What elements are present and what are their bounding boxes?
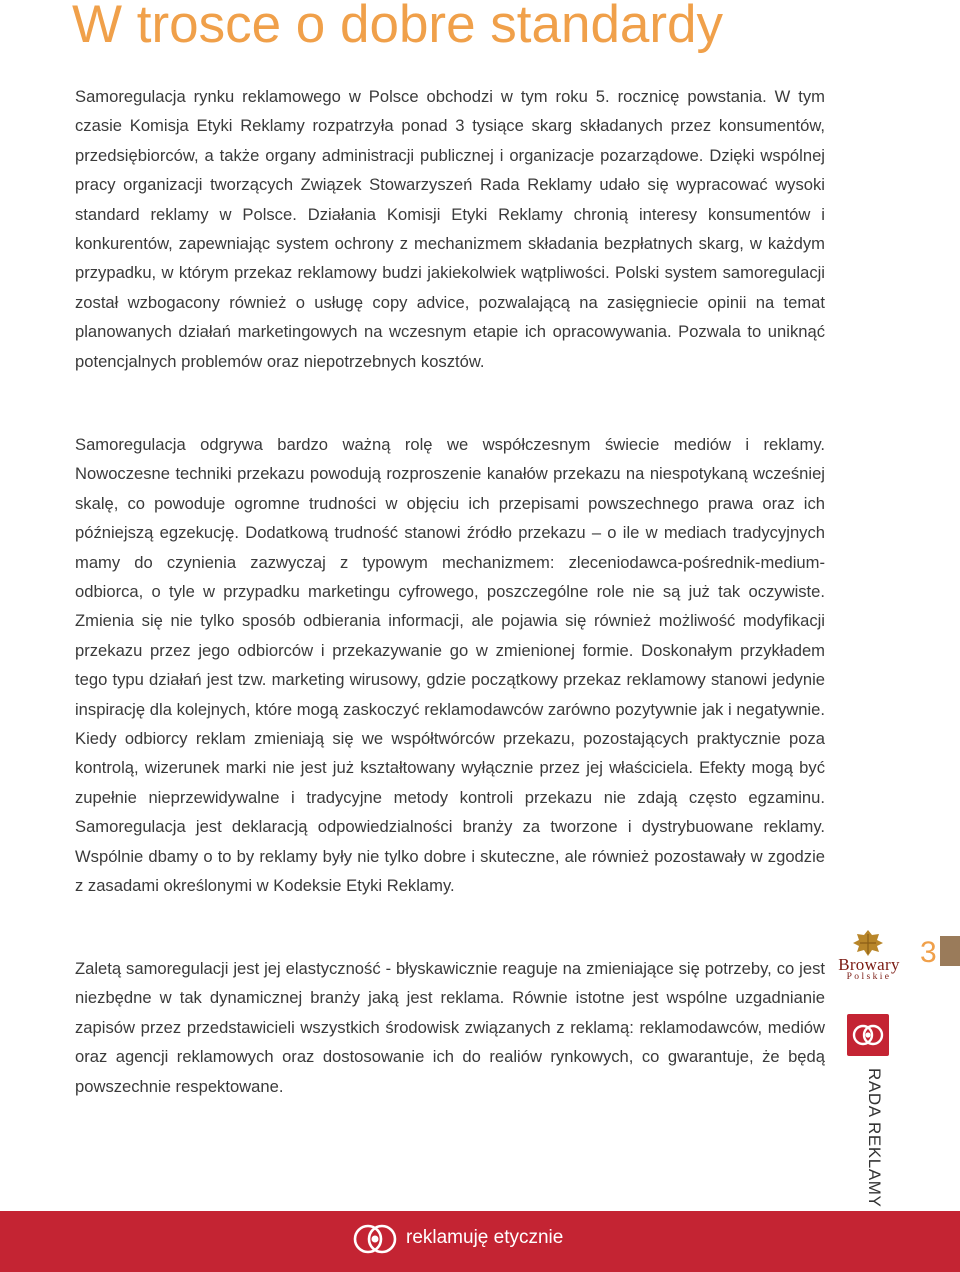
rada-reklamy-icon: [847, 1014, 889, 1056]
page-title: W trosce o dobre standardy: [72, 0, 724, 54]
browary-subtitle: Polskie: [846, 972, 892, 982]
rada-reklamy-label: RADA REKLAMY: [865, 1068, 884, 1208]
rada-reklamy-logo: [847, 1014, 889, 1056]
body-paragraph-2: Samoregulacja odgrywa bardzo ważną rolę we współczesnym świecie mediów i reklamy. Nowoczesne techniki przekazu powodują rozproszenie kanałów przekazu na niespotykaną wcześniej skalę, co powoduje ogromne trudności w objęciu ich przepisami powszechnego prawa oraz ich późniejszą egzekucję. Dodatkową trudność stanowi źródło przekazu – o ile w mediach tradycyjnych mamy do czynienia zazwyczaj z typowym mechanizmem: zleceniodawca-pośrednik-medium-odbiorca, o tyle w przypadku marketingu cyfrowego, poszczególne role nie są już tak oczywiste. Zmienia się nie tylko sposób odbierania informacji, ale pojawia się również możliwość modyfikacji przekazu przez jego odbiorców i przekazywanie go w zmienionej formie. Doskonałym przykładem tego typu działań jest tzw. marketing wirusowy, gdzie początkowy przekaz reklamowy stanowi jedynie inspirację dla kolejnych, które mogą zaskoczyć reklamodawców zarówno pozytywnie jak i negatywnie. Kiedy odbiorcy reklam zmieniają się we współtwórców przekazu, pozostających praktycznie poza kontrolą, wizerunek marki nie jest już kształtowany wyłącznie przez jej właściciela. Efekty mogą być zupełnie nieprzewidywalne i tradycyjne metody kontroli przekazu nie zdają często egzaminu. Samoregulacja jest deklaracją odpowiedzialności branży za tworzone i dystrybuowane reklamy. Wspólnie dbamy o to by reklamy były nie tylko dobre i skuteczne, ale również pozostawały w zgodzie z zasadami określonymi w Kodeksie Etyki Reklamy.: [75, 435, 825, 896]
page-tab-marker: [940, 936, 960, 966]
page-number: 3: [920, 936, 937, 969]
reklamuje-etycznie-icon: [352, 1222, 398, 1256]
browary-polskie-logo: [832, 928, 906, 984]
body-paragraph-1: Samoregulacja rynku reklamowego w Polsce obchodzi w tym roku 5. rocznicę powstania. W tym czasie Komisja Etyki Reklamy rozpatrzyła ponad 3 tysiące skarg składanych przez konsumentów, przedsiębiorców, a także organy administracji publicznej i organizacje pozarządowe. Dzięki wspólnej pracy organizacji tworzących Związek Stowarzyszeń Rada Reklamy udało się wypracować wysoki standard reklamy w Polsce. Działania Komisji Etyki Reklamy chronią interesy konsumentów i konkurentów, zapewniając system ochrony z mechanizmem składania bezpłatnych skarg, w każdym przypadku, w którym przekaz reklamowy budzi jakiekolwiek wątpliwości. Polski system samoregulacji został wzbogacony również o usługę copy advice, pozwalającą na zasięgniecie opinii na temat planowanych działań marketingowych na wczesnym etapie ich opracowywania. Pozwala to uniknąć potencjalnych problemów oraz niepotrzebnych kosztów.: [75, 87, 825, 371]
body-paragraph-3: Zaletą samoregulacji jest jej elastyczność - błyskawicznie reaguje na zmieniające się potrzeby, co jest niezbędne w tak dynamicznej branży jaką jest reklama. Równie istotne jest wspólne uzgadnianie zapisów przez przedstawicieli wszystkich środowisk związanych z reklamą: reklamodawców, mediów oraz agencji reklamowych oraz dostosowanie ich do realiów rynkowych, co gwarantuje, że będą powszechnie respektowane.: [75, 959, 825, 1096]
hop-leaf-icon: [850, 928, 886, 958]
footer-slogan: reklamuję etycznie: [406, 1227, 564, 1248]
browary-name: Browary: [838, 955, 900, 974]
